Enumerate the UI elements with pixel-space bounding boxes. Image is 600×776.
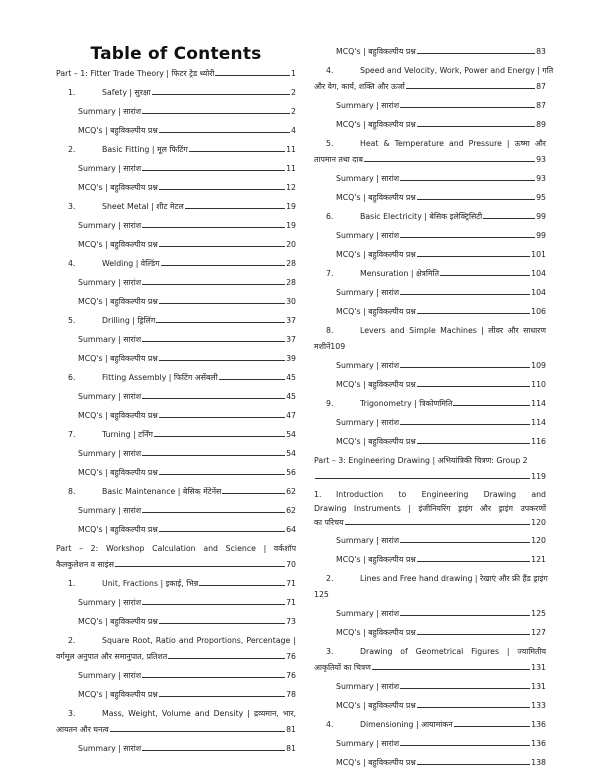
toc-entry[interactable] — [314, 417, 546, 429]
dot-leader — [364, 161, 535, 162]
entry-title-line1: Heat & Temperature and Pressure | ऊष्मा और — [360, 139, 546, 148]
page-number: 47 — [286, 411, 296, 420]
entry-title: MCQ's | बहुविकल्पीय प्रश्न — [78, 468, 158, 477]
entry-title-line2: वर्गमूल अनुपात और समानुपात, प्रतिशत — [56, 652, 168, 661]
entry-title-line1: Speed and Velocity, Work, Power and Energy | गति — [360, 66, 554, 75]
entry-title: Summary | सारांश — [336, 174, 400, 183]
page-number: 99 — [536, 231, 546, 240]
dot-leader — [406, 88, 535, 89]
dot-leader — [110, 731, 285, 732]
entry-title: MCQ's | बहुविकल्पीय प्रश्न — [78, 525, 158, 534]
dot-leader — [417, 256, 530, 257]
entry-title-line2: Drawing Instruments | इंजीनियरिंग ड्राइंग और ड्राइंग उपकरणों — [314, 504, 546, 513]
dot-leader — [142, 455, 285, 456]
entry-title: Trigonometry | त्रिकोणमिति — [360, 399, 453, 408]
toc-entry[interactable] — [56, 429, 296, 441]
entry-title: Summary | सारांश — [336, 536, 400, 545]
entry-number: 4. — [326, 720, 334, 729]
dot-leader — [315, 478, 530, 479]
dot-leader — [417, 53, 535, 54]
page-number: 93 — [536, 174, 546, 183]
toc-entry[interactable] — [314, 573, 546, 601]
entry-title: Dimensioning | आयामांकन — [360, 720, 453, 729]
dot-leader — [142, 677, 285, 678]
dot-leader — [417, 634, 530, 635]
entry-title-line2: आयतन और घनत्व — [56, 725, 109, 734]
toc-entry[interactable] — [56, 670, 296, 682]
toc-entry[interactable] — [56, 144, 296, 156]
entry-title: Summary | सारांश — [78, 335, 142, 344]
page-number: 39 — [286, 354, 296, 363]
entry-number: 1. — [68, 88, 76, 97]
page-number: 45 — [286, 373, 296, 382]
entry-title-line1: Drawing of Geometrical Figures | ज्यामितीय — [360, 647, 546, 656]
page-number: 136 — [531, 739, 546, 748]
entry-number: 3. — [68, 202, 76, 211]
toc-entry[interactable] — [314, 700, 546, 712]
dot-leader — [222, 493, 285, 494]
page-number: 37 — [286, 335, 296, 344]
entry-title: MCQ's | बहुविकल्पीय प्रश्न — [336, 250, 416, 259]
toc-entry[interactable] — [314, 379, 546, 391]
entry-title: Summary | सारांश — [78, 107, 142, 116]
toc-entry[interactable] — [314, 436, 546, 448]
toc-entry[interactable] — [56, 391, 296, 403]
toc-entry[interactable] — [314, 554, 546, 566]
dot-leader — [400, 237, 535, 238]
dot-leader — [159, 531, 285, 532]
toc-entry[interactable] — [56, 125, 296, 137]
page-number: 138 — [531, 758, 546, 767]
toc-entry[interactable] — [56, 708, 296, 736]
entry-number: 2. — [68, 145, 76, 154]
entry-title: Welding | वेल्डिंग — [102, 259, 160, 268]
toc-entry[interactable] — [56, 448, 296, 460]
page-number: 110 — [531, 380, 546, 389]
dot-leader — [400, 745, 530, 746]
dot-leader — [454, 726, 531, 727]
entry-title: MCQ's | बहुविकल्पीय प्रश्न — [78, 617, 158, 626]
dot-leader — [215, 75, 290, 76]
dot-leader — [142, 170, 285, 171]
page-number: 4 — [291, 126, 296, 135]
dot-leader — [168, 658, 285, 659]
entry-title: Summary | सारांश — [336, 418, 400, 427]
entry-title-line2: मशीनें109 — [314, 342, 346, 351]
dot-leader — [142, 750, 285, 751]
page-number: 133 — [531, 701, 546, 710]
toc-entry[interactable] — [314, 757, 546, 769]
dot-leader — [159, 303, 285, 304]
dot-leader — [142, 398, 285, 399]
toc-entry[interactable] — [314, 608, 546, 620]
entry-title: Basic Fitting | मूल फिटिंग — [102, 145, 188, 154]
page-number: 131 — [531, 663, 546, 672]
toc-entry[interactable] — [56, 87, 296, 99]
dot-leader — [400, 107, 535, 108]
entry-title: Basic Maintenance | बेसिक मेंटेनेंस — [102, 487, 222, 496]
dot-leader — [440, 275, 530, 276]
page-number: 2 — [291, 107, 296, 116]
toc-entry[interactable] — [56, 334, 296, 346]
entry-number: 1. — [314, 490, 322, 499]
toc-entry[interactable] — [314, 489, 546, 529]
entry-number: 7. — [68, 430, 76, 439]
dot-leader — [453, 405, 530, 406]
toc-entry[interactable] — [314, 306, 546, 318]
entry-number: 4. — [326, 66, 334, 75]
entry-number: 5. — [326, 139, 334, 148]
toc-entry[interactable] — [56, 635, 296, 663]
dot-leader — [189, 151, 285, 152]
dot-leader — [417, 443, 530, 444]
page-number: 19 — [286, 202, 296, 211]
dot-leader — [483, 218, 535, 219]
page-number: 87 — [536, 82, 546, 91]
dot-leader — [417, 561, 530, 562]
page-number: 120 — [531, 518, 546, 527]
entry-title-line2: कैलकुलेशन व साइंस — [56, 560, 114, 569]
toc-entry[interactable] — [314, 192, 546, 204]
toc-entry[interactable] — [314, 287, 546, 299]
toc-entry[interactable] — [314, 627, 546, 639]
entry-title: MCQ's | बहुविकल्पीय प्रश्न — [336, 47, 416, 56]
entry-number: 8. — [68, 487, 76, 496]
page-number: 119 — [531, 472, 546, 481]
toc-entry[interactable] — [56, 106, 296, 118]
entry-title-line1: Part – 2: Workshop Calculation and Science | वर्कशॉप — [56, 544, 296, 553]
entry-title: Summary | सारांश — [336, 361, 400, 370]
dot-leader — [142, 604, 285, 605]
entry-title-line2: तापमान तथा दाब — [314, 155, 363, 164]
entry-number: 3. — [68, 709, 76, 718]
page-number: 89 — [536, 120, 546, 129]
entry-title: Summary | सारांश — [336, 288, 400, 297]
entry-number: 2. — [326, 574, 334, 583]
toc-entry[interactable] — [314, 138, 546, 166]
page-number: 136 — [531, 720, 546, 729]
entry-title: Summary | सारांश — [336, 682, 400, 691]
toc-entry[interactable] — [56, 353, 296, 365]
page-number: 76 — [286, 652, 296, 661]
page-number: 64 — [286, 525, 296, 534]
page-number: 19 — [286, 221, 296, 230]
entry-title-line2: आकृतियों का चित्रण — [314, 663, 371, 672]
dot-leader — [400, 542, 530, 543]
page-number: 2 — [291, 88, 296, 97]
entry-title: Summary | सारांश — [336, 231, 400, 240]
entry-title: Safety | सुरक्षा — [102, 88, 151, 97]
page-number: 45 — [286, 392, 296, 401]
toc-entry[interactable] — [314, 535, 546, 547]
toc-entry[interactable] — [56, 220, 296, 232]
dot-leader — [159, 623, 285, 624]
entry-title: Summary | सारांश — [336, 101, 400, 110]
page-number: 78 — [286, 690, 296, 699]
page-title: Table of Contents — [90, 44, 262, 64]
entry-title: Summary | सारांश — [78, 164, 142, 173]
entry-title: Summary | सारांश — [78, 392, 142, 401]
dot-leader — [417, 707, 530, 708]
entry-title: Summary | सारांश — [78, 744, 142, 753]
toc-entry[interactable] — [56, 505, 296, 517]
entry-title: Summary | सारांश — [78, 671, 142, 680]
page-number: 12 — [286, 183, 296, 192]
dot-leader — [219, 379, 285, 380]
toc-entry[interactable] — [56, 372, 296, 384]
toc-entry[interactable] — [56, 258, 296, 270]
page-number: 120 — [531, 536, 546, 545]
entry-number: 2. — [68, 636, 76, 645]
toc-entry[interactable] — [56, 296, 296, 308]
dot-leader — [159, 132, 290, 133]
toc-entry[interactable] — [314, 738, 546, 750]
page-number: 11 — [286, 145, 296, 154]
entry-title: Basic Electricity | बेसिक इलेक्ट्रिसिटी — [360, 212, 483, 221]
toc-entry[interactable] — [56, 277, 296, 289]
page-number: 62 — [286, 487, 296, 496]
toc-entry[interactable] — [314, 719, 546, 731]
dot-leader — [159, 417, 285, 418]
dot-leader — [185, 208, 285, 209]
entry-title: Drilling | ड्रिलिंग — [102, 316, 156, 325]
dot-leader — [142, 113, 290, 114]
entry-title-line1: Part – 3: Engineering Drawing | अभियांत्रिकी चित्रण: Group 2 — [314, 456, 528, 465]
page-number: 30 — [286, 297, 296, 306]
page-number: 1 — [291, 69, 296, 78]
entry-title-line1: Lines and Free hand drawing | रेखाएं और फ्री हैंड ड्राइंग — [360, 574, 548, 583]
entry-number: 9. — [326, 399, 334, 408]
toc-entry[interactable] — [56, 467, 296, 479]
toc-entry[interactable] — [314, 455, 546, 483]
dot-leader — [159, 246, 285, 247]
page-number: 83 — [536, 47, 546, 56]
toc-entry[interactable] — [314, 360, 546, 372]
entry-number: 5. — [68, 316, 76, 325]
dot-leader — [417, 386, 530, 387]
page-number: 76 — [286, 671, 296, 680]
entry-title-line3: का परिचय — [314, 518, 344, 527]
entry-title: MCQ's | बहुविकल्पीय प्रश्न — [336, 701, 416, 710]
toc-entry[interactable] — [56, 239, 296, 251]
entry-number: 1. — [68, 579, 76, 588]
dot-leader — [142, 284, 285, 285]
toc-entry[interactable] — [314, 119, 546, 131]
entry-title-line1: Introduction to Engineering Drawing and — [336, 490, 546, 499]
entry-title: MCQ's | बहुविकल्पीय प्रश्न — [336, 120, 416, 129]
page-number: 56 — [286, 468, 296, 477]
entry-title: Fitting Assembly | फिटिंग असेंबली — [102, 373, 218, 382]
page-number: 104 — [531, 288, 546, 297]
entry-title-line1: Mass, Weight, Volume and Density | द्रव्यमान, भार, — [102, 709, 296, 718]
dot-leader — [159, 696, 285, 697]
toc-entry[interactable] — [314, 173, 546, 185]
page-number: 121 — [531, 555, 546, 564]
entry-title: Summary | सारांश — [78, 598, 142, 607]
entry-title: Summary | सारांश — [78, 221, 142, 230]
entry-title: MCQ's | बहुविकल्पीय प्रश्न — [78, 126, 158, 135]
dot-leader — [417, 126, 535, 127]
page-number: 81 — [286, 725, 296, 734]
toc-entry[interactable] — [56, 743, 296, 755]
entry-title: Summary | सारांश — [78, 506, 142, 515]
page-number: 54 — [286, 449, 296, 458]
page-number: 125 — [531, 609, 546, 618]
page-number: 11 — [286, 164, 296, 173]
entry-title: MCQ's | बहुविकल्पीय प्रश्न — [78, 354, 158, 363]
page-number: 73 — [286, 617, 296, 626]
entry-title: Sheet Metal | शीट मेटल — [102, 202, 184, 211]
page-number: 62 — [286, 506, 296, 515]
entry-title: Turning | टर्निंग — [102, 430, 153, 439]
dot-leader — [400, 688, 530, 689]
entry-number: 8. — [326, 326, 334, 335]
toc-entry[interactable] — [56, 578, 296, 590]
toc-entry[interactable] — [56, 486, 296, 498]
toc-entry[interactable] — [56, 201, 296, 213]
toc-entry[interactable] — [56, 616, 296, 628]
entry-title: MCQ's | बहुविकल्पीय प्रश्न — [336, 307, 416, 316]
dot-leader — [417, 764, 530, 765]
page-number: 70 — [286, 560, 296, 569]
toc-entry[interactable] — [314, 230, 546, 242]
entry-title: MCQ's | बहुविकल्पीय प्रश्न — [336, 555, 416, 564]
dot-leader — [142, 227, 285, 228]
dot-leader — [400, 367, 530, 368]
toc-entry[interactable] — [314, 65, 554, 93]
entry-number: 7. — [326, 269, 334, 278]
entry-title-line2: 125 — [314, 590, 329, 599]
page-number: 106 — [531, 307, 546, 316]
entry-title: MCQ's | बहुविकल्पीय प्रश्न — [78, 297, 158, 306]
page-number: 28 — [286, 259, 296, 268]
toc-entry[interactable] — [314, 268, 546, 280]
toc-entry[interactable] — [56, 163, 296, 175]
entry-title-line2: और वेग, कार्य, शक्ति और ऊर्जा — [314, 82, 405, 91]
toc-entry[interactable] — [56, 410, 296, 422]
dot-leader — [417, 313, 530, 314]
entry-title: MCQ's | बहुविकल्पीय प्रश्न — [336, 758, 416, 767]
page-number: 81 — [286, 744, 296, 753]
entry-title: Summary | सारांश — [336, 609, 400, 618]
dot-leader — [400, 615, 530, 616]
page-number: 93 — [536, 155, 546, 164]
page-number: 131 — [531, 682, 546, 691]
toc-entry[interactable] — [314, 325, 546, 353]
entry-title: MCQ's | बहुविकल्पीय प्रश्न — [336, 380, 416, 389]
page-number: 54 — [286, 430, 296, 439]
entry-number: 4. — [68, 259, 76, 268]
page-number: 28 — [286, 278, 296, 287]
dot-leader — [156, 322, 285, 323]
page-number: 127 — [531, 628, 546, 637]
entry-number: 6. — [326, 212, 334, 221]
toc-entry[interactable] — [56, 182, 296, 194]
entry-title: MCQ's | बहुविकल्पीय प्रश्न — [78, 183, 158, 192]
page-number: 99 — [536, 212, 546, 221]
dot-leader — [400, 424, 530, 425]
page-number: 71 — [286, 598, 296, 607]
toc-entry[interactable] — [56, 543, 296, 571]
entry-title-line1: Levers and Simple Machines | लीवर और साधारण — [360, 326, 546, 335]
toc-entry[interactable] — [314, 249, 546, 261]
entry-title: MCQ's | बहुविकल्पीय प्रश्न — [336, 437, 416, 446]
dot-leader — [161, 265, 285, 266]
toc-entry[interactable] — [314, 398, 546, 410]
toc-entry[interactable] — [314, 211, 546, 223]
dot-leader — [400, 180, 535, 181]
dot-leader — [115, 566, 285, 567]
dot-leader — [159, 360, 285, 361]
toc-entry[interactable] — [56, 68, 296, 80]
entry-title: Summary | सारांश — [78, 449, 142, 458]
toc-entry[interactable] — [314, 100, 546, 112]
dot-leader — [417, 199, 535, 200]
toc-entry[interactable] — [314, 646, 546, 674]
dot-leader — [400, 294, 530, 295]
toc-entry[interactable] — [56, 689, 296, 701]
entry-number: 6. — [68, 373, 76, 382]
toc-entry[interactable] — [314, 681, 546, 693]
entry-title: MCQ's | बहुविकल्पीय प्रश्न — [336, 193, 416, 202]
dot-leader — [199, 585, 285, 586]
entry-title: Unit, Fractions | इकाई, भिन्न — [102, 579, 199, 588]
page-number: 116 — [531, 437, 546, 446]
dot-leader — [345, 524, 531, 525]
page-number: 109 — [531, 361, 546, 370]
entry-title: MCQ's | बहुविकल्पीय प्रश्न — [78, 240, 158, 249]
page-number: 104 — [531, 269, 546, 278]
page-number: 114 — [531, 418, 546, 427]
page-number: 71 — [286, 579, 296, 588]
entry-title: MCQ's | बहुविकल्पीय प्रश्न — [78, 411, 158, 420]
dot-leader — [372, 669, 530, 670]
toc-entry[interactable] — [56, 597, 296, 609]
page-number: 101 — [531, 250, 546, 259]
page-number: 87 — [536, 101, 546, 110]
dot-leader — [154, 436, 285, 437]
toc-entry[interactable] — [314, 46, 546, 58]
page-number: 37 — [286, 316, 296, 325]
dot-leader — [159, 189, 285, 190]
dot-leader — [152, 94, 290, 95]
page-number: 114 — [531, 399, 546, 408]
toc-entry[interactable] — [56, 315, 296, 327]
page-number: 20 — [286, 240, 296, 249]
entry-title: MCQ's | बहुविकल्पीय प्रश्न — [78, 690, 158, 699]
dot-leader — [159, 474, 285, 475]
toc-entry[interactable] — [56, 524, 296, 536]
entry-title-line1: Square Root, Ratio and Proportions, Percentage | — [102, 636, 296, 645]
dot-leader — [142, 512, 285, 513]
entry-title: Summary | सारांश — [78, 278, 142, 287]
dot-leader — [142, 341, 285, 342]
entry-title: Mensuration | क्षेत्रमिति — [360, 269, 440, 278]
entry-title: MCQ's | बहुविकल्पीय प्रश्न — [336, 628, 416, 637]
entry-number: 3. — [326, 647, 334, 656]
entry-title: Summary | सारांश — [336, 739, 400, 748]
entry-title: Part – 1: Fitter Trade Theory | फिटर ट्रेड थ्योरी — [56, 69, 215, 78]
page-number: 95 — [536, 193, 546, 202]
